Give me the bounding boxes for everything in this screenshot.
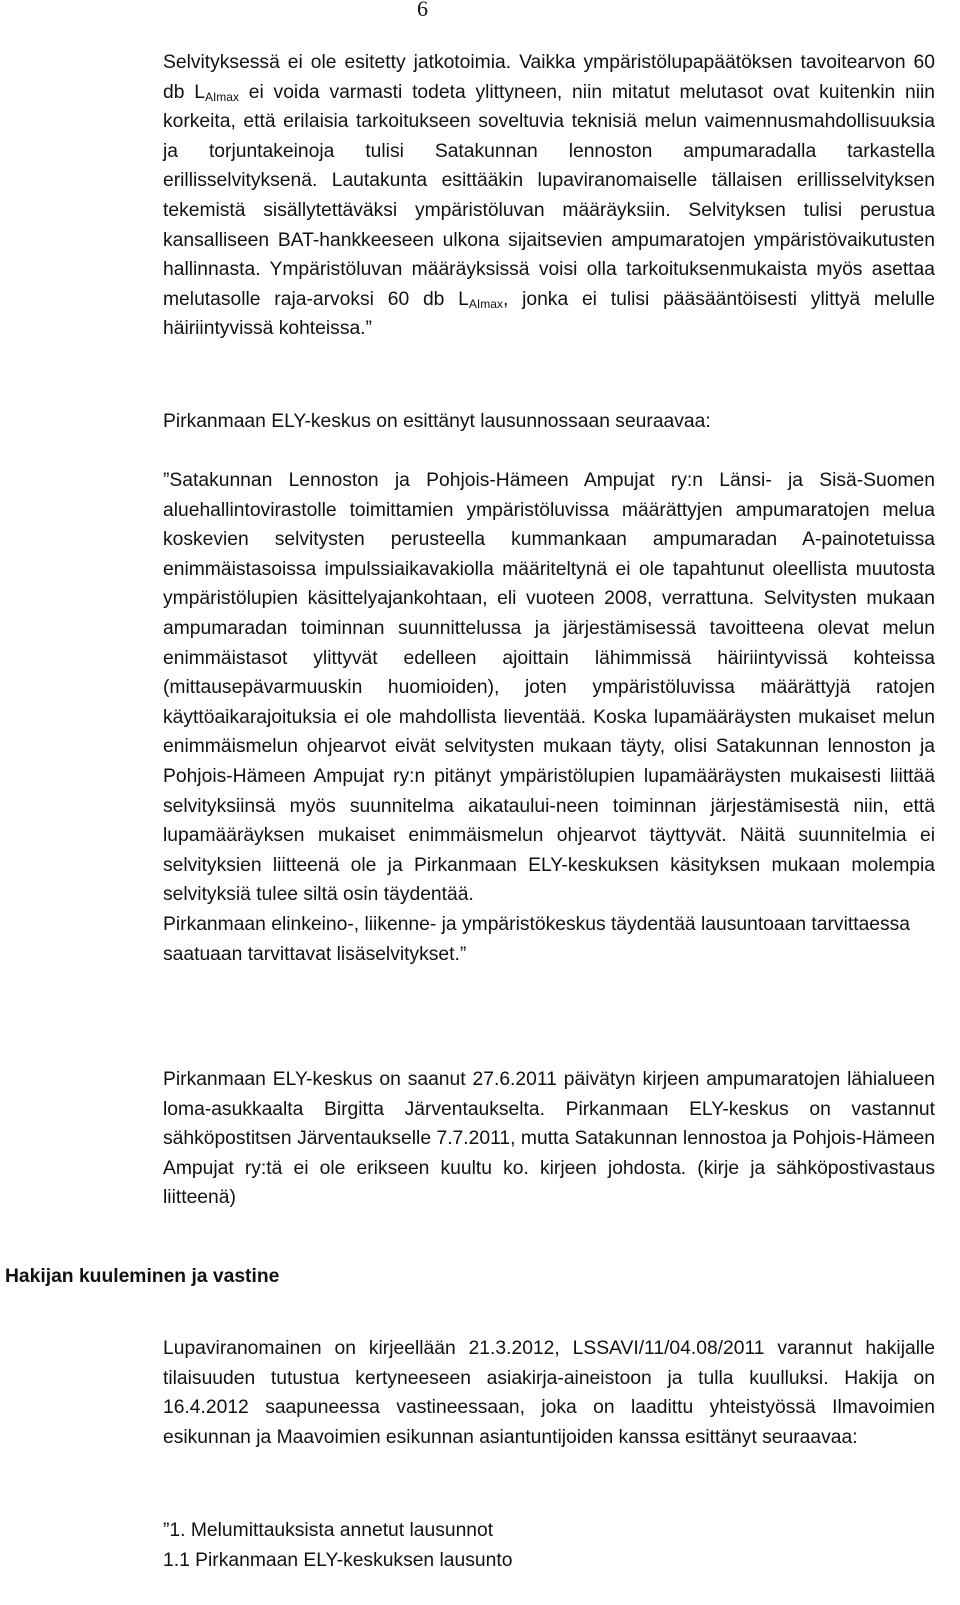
paragraph-2-text: Pirkanmaan ELY-keskus on esittänyt lausunnossaan seuraavaa: (163, 411, 711, 432)
list (163, 1516, 935, 1575)
quote-1-text: ”Satakunnan Lennoston ja Pohjois-Hämeen Ampujat ry:n Länsi- ja Sisä-Suomen aluehallintovirastolle toimittamien ympäristöluvissa määrättyjen ampumaratojen melua koskevien selvitysten perusteella kummankaan ampumaradan A-painotetuissa enimmäistasoissa impulssiaikavakiolla määriteltynä ei ole tapahtunut oleellista muutosta ympäristölupien käsittelyajankohtaan, eli vuoteen 2008, verrattuna. Selvitysten mukaan ampumaradan toiminnan suunnittelussa ja järjestämisessä tavoitteena olevat melun enimmäistasot ylittyvät edelleen ajoittain lähimmissä häiriintyvissä kohteissa (mittausepävarmuuskin huomioiden), joten ympäristöluvissa määrättyjä ratojen käyttöaikarajoituksia ei ole mahdollista lieventää. Koska lupamääräysten mukaiset melun enimmäismelun ohjearvot eivät selvitysten mukaan täyty, olisi Satakunnan lennoston ja Pohjois-Hämeen Ampujat ry:n pitänyt ympäristölupien lupamääräysten mukaisesti liittää selvityksiinsä myös suunnitelma aikataului-neen toiminnan järjestämisestä niin, että lupamääräyksen mukaiset enimmäismelun ohjearvot täyttyvät. Näitä suunnitelmia ei selvityksien liitteenä ole ja Pirkanmaan ELY-keskuksen käsityksen mukaan molempia selvityksiä tulee siltä osin täydentää. (163, 470, 935, 906)
paragraph-1-text-b: ei voida varmasti todeta ylittyneen, niin mitatut melutasot ovat kuitenkin niin korkeita, että erilaisia tarkoitukseen soveltuvia teknisiä melun vaimennusmahdollisuuksia ja torjuntakeinoja tulisi Satakunnan lennoston ampumaradalla tarkastella erillisselvityksenä. Lautakunta esittääkin lupaviranomaiselle tällaisen erillisselvityksen tekemistä sisällytettäväksi ympäristöluvan määräyksiin. Selvityksen tulisi perustua kansalliseen BAT-hankkeeseen ulkona sijaitsevien ampumaratojen ympäristövaikutusten hallinnasta. Ympäristöluvan määräyksissä voisi olla tarkoituksenmukaista myös asettaa melutasolle raja-arvoksi 60 db L (163, 81, 936, 310)
page-number: 6 (417, 0, 428, 21)
paragraph-1 (163, 48, 935, 344)
paragraph-4 (163, 1334, 935, 1452)
list-item: 1.1 Pirkanmaan ELY-keskuksen lausunto (163, 1549, 513, 1571)
paragraph-3 (163, 1065, 935, 1213)
paragraph-1-text-c: , jonka ei tulisi pääsääntöisesti ylittyä melulle häiriintyvissä kohteissa.” (163, 288, 936, 340)
paragraph-1-text-a: Selvityksessä ei ole esitetty jatkotoimia. Vaikka ympäristölupapäätöksen tavoitearvon 60 db L (163, 52, 935, 103)
quote-block (163, 466, 935, 969)
subscript-aimax-2: AImax (468, 296, 503, 311)
paragraph-3-text: Pirkanmaan ELY-keskus on saanut 27.6.2011 päivätyn kirjeen ampumaratojen lähialueen loma-asukkaalta Birgitta Järventaukselta. Pirkanmaan ELY-keskus on vastannut sähköpostitsen Järventaukselle 7.7.2011, mutta Satakunnan lennostoa ja Pohjois-Hämeen Ampujat ry:tä ei ole erikseen kuultu ko. kirjeen johdosta. (kirje ja sähköpostivastaus liitteenä) (163, 1069, 935, 1209)
subscript-aimax-1: AImax (204, 89, 239, 104)
quote-2-text: Pirkanmaan elinkeino-, liikenne- ja ympäristökeskus täydentää lausuntoaan tarvittaessa saatuaan tarvittavat lisäselvitykset.” (163, 913, 911, 965)
list-item: ”1. Melumittauksista annetut lausunnot (163, 1520, 494, 1541)
paragraph-2 (163, 407, 935, 437)
paragraph-4-text: Lupaviranomainen on kirjeellään 21.3.2012, LSSAVI/11/04.08/2011 varannut hakijalle tilaisuuden tutustua kertyneeseen asiakirja-aineistoon ja tulla kuulluksi. Hakija on 16.4.2012 saapuneessa vastineessaan, joka on laadittu yhteistyössä Ilmavoimien esikunnan ja Maavoimien esikunnan asiantuntijoiden kanssa esittänyt seuraavaa: (163, 1338, 935, 1448)
section-heading: Hakijan kuuleminen ja vastine (5, 1266, 280, 1287)
